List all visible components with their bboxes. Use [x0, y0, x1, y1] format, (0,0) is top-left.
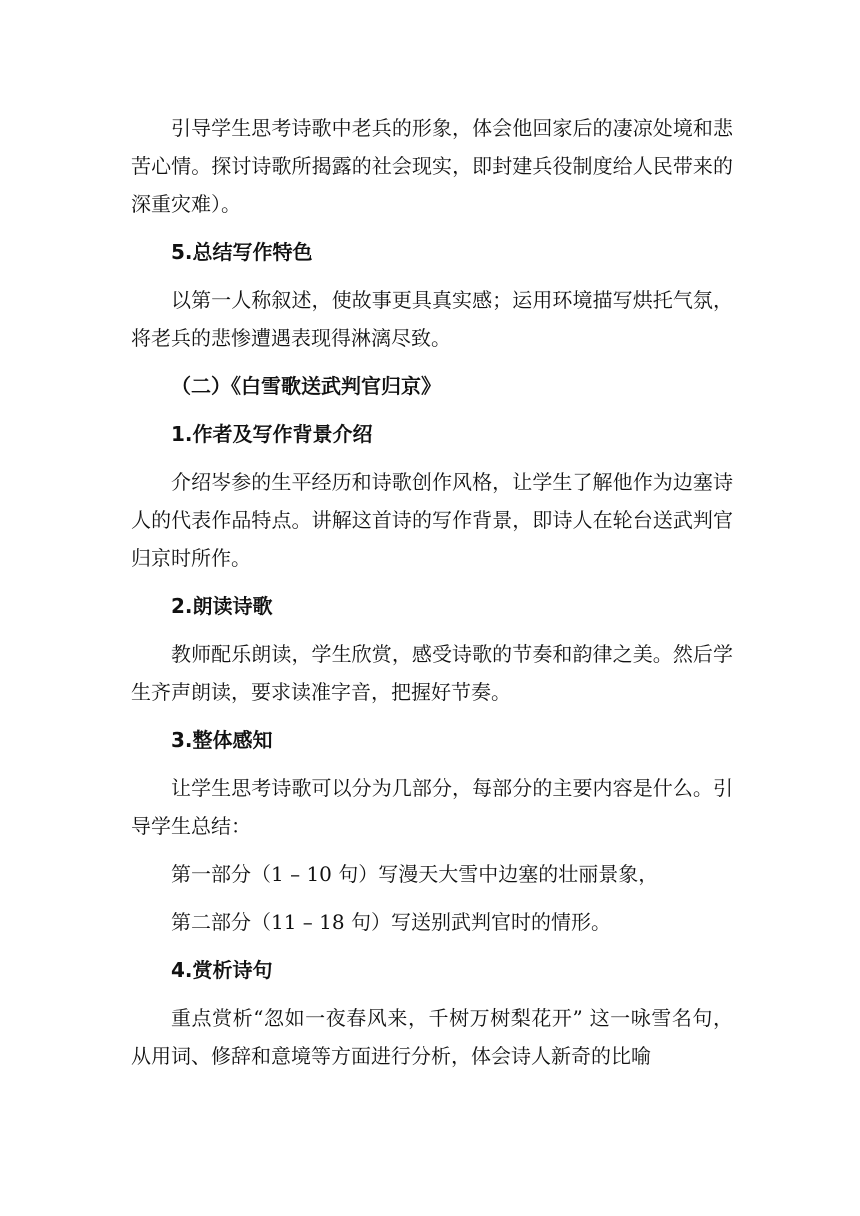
heading-writing-features: 5.总结写作特色	[171, 240, 313, 264]
heading-overall-perception: 3.整体感知	[171, 728, 273, 752]
heading-reading-poem: 2.朗读诗歌	[171, 594, 273, 618]
heading-author-background: 1.作者及写作背景介绍	[171, 422, 373, 446]
heading-appreciate-lines: 4.赏析诗句	[171, 958, 273, 982]
paragraph-old-soldier-analysis: 引导学生思考诗歌中老兵的形象，体会他回家后的凄凉处境和悲苦心情。探讨诗歌所揭露的社会现实，即封建兵役制度给人民带来的深重灾难）。	[131, 116, 733, 216]
paragraph-appreciate-lines: 重点赏析“忽如一夜春风来，千树万树梨花开” 这一咏雪名句，从用词、修辞和意境等方面进行分析，体会诗人新奇的比喻	[131, 1006, 733, 1068]
paragraph-writing-features: 以第一人称叙述，使故事更具真实感；运用环境描写烘托气氛，将老兵的悲惨遭遇表现得淋漓尽致。	[131, 288, 733, 350]
list-item-part-one: 第一部分（1 – 10 句）写漫天大雪中边塞的壮丽景象，	[171, 862, 659, 886]
paragraph-author-background: 介绍岑参的生平经历和诗歌创作风格，让学生了解他作为边塞诗人的代表作品特点。讲解这首诗的写作背景，即诗人在轮台送武判官归京时所作。	[131, 470, 733, 570]
paragraph-reading-poem: 教师配乐朗读，学生欣赏，感受诗歌的节奏和韵律之美。然后学生齐声朗读，要求读准字音，把握好节奏。	[131, 642, 733, 704]
section-title-baixuege: （二）《白雪歌送武判官归京》	[171, 374, 441, 398]
list-item-part-two: 第二部分（11 – 18 句）写送别武判官时的情形。	[171, 910, 611, 934]
document-page	[131, 109, 733, 1075]
paragraph-overall-perception: 让学生思考诗歌可以分为几部分，每部分的主要内容是什么。引导学生总结：	[131, 776, 733, 838]
